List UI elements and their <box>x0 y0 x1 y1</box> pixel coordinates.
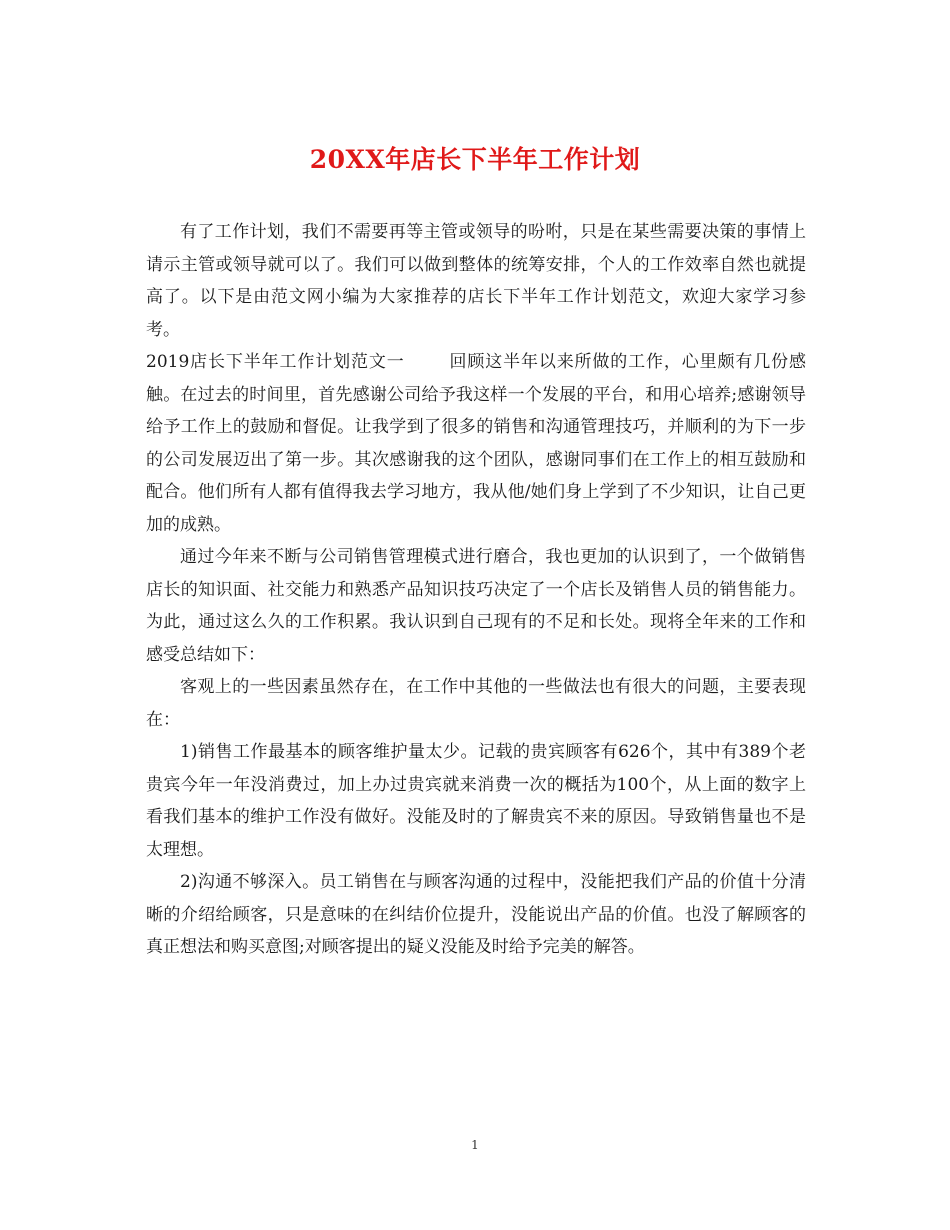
section-heading: 2019店长下半年工作计划范文一 <box>146 352 405 372</box>
paragraph-item-1: 1)销售工作最基本的顾客维护量太少。记载的贵宾顾客有626个，其中有389个老贵宾今年一年没消费过，加上办过贵宾就来消费一次的概括为100个，从上面的数字上看我们基本的维护工作没有做好。没能及时的了解贵宾不来的原因。导致销售量也不是太理想。 <box>146 742 806 860</box>
section-text: 回顾这半年以来所做的工作，心里颇有几份感触。在过去的时间里，首先感谢公司给予我这样一个发展的平台，和用心培养;感谢领导给予工作上的鼓励和督促。让我学到了很多的销售和沟通管理技巧，并顺利的为下一步的公司发展迈出了第一步。其次感谢我的这个团队，感谢同事们在工作上的相互鼓励和配合。他们所有人都有值得我去学习地方，我从他/她们身上学到了不少知识，让自己更加的成熟。 <box>146 352 807 535</box>
paragraph-intro: 有了工作计划，我们不需要再等主管或领导的吩咐，只是在某些需要决策的事情上请示主管或领导就可以了。我们可以做到整体的统筹安排，个人的工作效率自然也就提高了。以下是由范文网小编为大家推荐的店长下半年工作计划范文，欢迎大家学习参考。 <box>146 222 806 340</box>
paragraph-item-2: 2)沟通不够深入。员工销售在与顾客沟通的过程中，没能把我们产品的价值十分清晰的介绍给顾客，只是意味的在纠结价位提升，没能说出产品的价值。也没了解顾客的真正想法和购买意图;对顾客提出的疑义没能及时给予完美的解答。 <box>146 872 806 957</box>
page-number: 1 <box>471 1138 479 1152</box>
paragraph-reflection: 通过今年来不断与公司销售管理模式进行磨合，我也更加的认识到了，一个做销售店长的知识面、社交能力和熟悉产品知识技巧决定了一个店长及销售人员的销售能力。为此，通过这么久的工作积累。我认识到自己现有的不足和长处。现将全年来的工作和感受总结如下： <box>146 547 806 665</box>
paragraph-problems: 客观上的一些因素虽然存在，在工作中其他的一些做法也有很大的问题，主要表现在： <box>146 677 806 730</box>
document-body <box>146 216 806 964</box>
paragraph-section-one <box>146 346 806 541</box>
document-title: 20XX年店长下半年工作计划 <box>309 145 641 174</box>
